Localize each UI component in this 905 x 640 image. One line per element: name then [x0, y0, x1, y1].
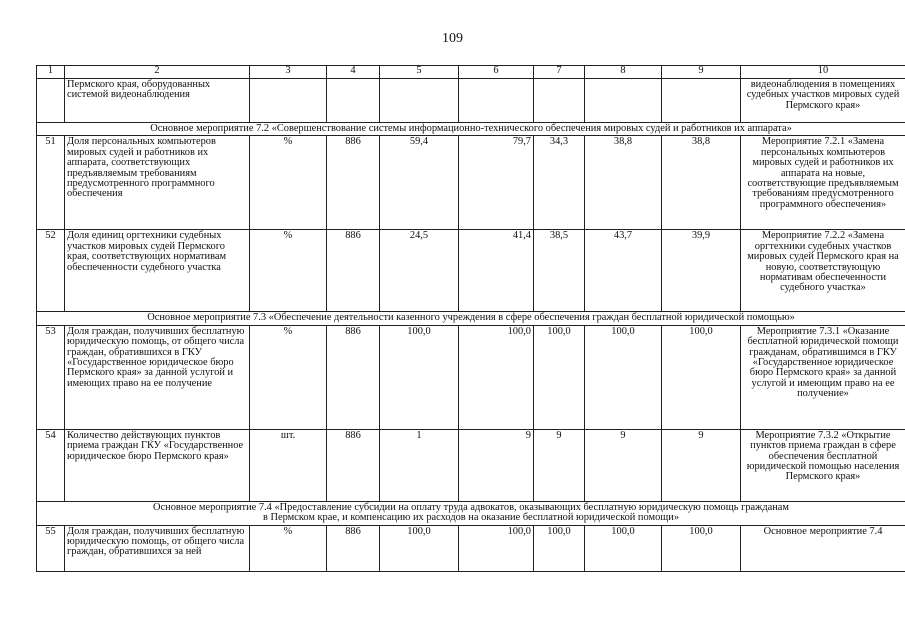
value-cell: 1 [380, 429, 459, 501]
value-cell: 43,7 [585, 230, 662, 312]
value-cell: 100,0 [585, 525, 662, 571]
activity-cell: Основное мероприятие 7.4 [741, 525, 905, 571]
header-row [37, 66, 905, 79]
value-cell: 9 [662, 429, 741, 501]
value-cell: 24,5 [380, 230, 459, 312]
value-cell: 100,0 [380, 525, 459, 571]
header-cell: 3 [250, 66, 327, 79]
indicators-table [36, 65, 905, 572]
row-number-cell: 55 [37, 525, 65, 571]
code-cell: 886 [327, 230, 380, 312]
value-cell: 100,0 [662, 525, 741, 571]
code-cell: 886 [327, 429, 380, 501]
table-row [37, 136, 905, 230]
header-cell: 5 [380, 66, 459, 79]
value-cell: 100,0 [534, 325, 585, 429]
section-title: Основное мероприятие 7.2 «Совершенствование системы информационно-технического обеспечения мировых судей и работников их аппарата» [37, 123, 905, 136]
indicator-name-cell: Доля единиц оргтехники судебных участков мировых судей Пермского края, соответствующих нормативам обеспеченности судебного участка [65, 230, 250, 312]
value-cell: 100,0 [585, 325, 662, 429]
header-cell: 2 [65, 66, 250, 79]
value-cell: 9 [459, 429, 534, 501]
header-cell: 9 [662, 66, 741, 79]
value-cell: 100,0 [459, 325, 534, 429]
value-cell: 9 [585, 429, 662, 501]
indicator-name-cell: Доля граждан, получивших бесплатную юридическую помощь, от общего числа граждан, обратившихся в ГКУ «Государственное юридическое бюро Пермского края» за данной услугой и имеющих право на ее получение [65, 325, 250, 429]
value-cell: 9 [534, 429, 585, 501]
indicator-name-cell: Пермского края, оборудованных системой видеонаблюдения [65, 79, 250, 123]
code-cell: 886 [327, 525, 380, 571]
table-row [37, 79, 905, 123]
unit-cell [250, 79, 327, 123]
code-cell [327, 79, 380, 123]
section-title [37, 501, 905, 525]
activity-cell: видеонаблюдения в помещениях судебных участков мировых судей Пермского края» [741, 79, 905, 123]
value-cell: 59,4 [380, 136, 459, 230]
indicator-name-cell: Количество действующих пунктов приема граждан ГКУ «Государственное юридическое бюро Пермского края» [65, 429, 250, 501]
row-number-cell [37, 79, 65, 123]
section-row [37, 123, 905, 136]
section-row [37, 312, 905, 325]
section-row [37, 501, 905, 525]
header-cell: 7 [534, 66, 585, 79]
value-cell: 34,3 [534, 136, 585, 230]
section-title-line: Основное мероприятие 7.4 «Предоставление субсидии на оплату труда адвокатов, оказывающих бесплатную юридическую помощь гражданам [153, 501, 789, 513]
activity-cell: Мероприятие 7.2.2 «Замена оргтехники судебных участков мировых судей Пермского края на новую, соответствующую нормативам обеспеченности судебного участка» [741, 230, 905, 312]
section-title-line: в Пермском крае, и компенсацию их расходов на оказание бесплатной юридической помощи» [262, 512, 680, 524]
value-cell: 38,8 [585, 136, 662, 230]
activity-cell: Мероприятие 7.3.1 «Оказание бесплатной юридической помощи гражданам, обратившимся в ГКУ «Государственное юридическое бюро Пермского края» за данной услугой и имеющим право на ее получение» [741, 325, 905, 429]
unit-cell: шт. [250, 429, 327, 501]
value-cell: 100,0 [459, 525, 534, 571]
unit-cell: % [250, 525, 327, 571]
table-row [37, 525, 905, 571]
unit-cell: % [250, 325, 327, 429]
row-number-cell: 53 [37, 325, 65, 429]
value-cell: 100,0 [534, 525, 585, 571]
row-number-cell: 51 [37, 136, 65, 230]
value-cell: 39,9 [662, 230, 741, 312]
table-row [37, 325, 905, 429]
table-row [37, 429, 905, 501]
activity-cell: Мероприятие 7.3.2 «Открытие пунктов приема граждан в сфере обеспечения бесплатной юридической помощью населения Пермского края» [741, 429, 905, 501]
value-cell: 38,8 [662, 136, 741, 230]
unit-cell: % [250, 136, 327, 230]
header-cell: 6 [459, 66, 534, 79]
value-cell [380, 79, 459, 123]
indicator-name-cell: Доля персональных компьютеров мировых судей и работников их аппарата, соответствующих предъявляемым требованиям предусмотренного программного обеспечения [65, 136, 250, 230]
value-cell: 38,5 [534, 230, 585, 312]
unit-cell: % [250, 230, 327, 312]
table-row [37, 230, 905, 312]
value-cell: 100,0 [662, 325, 741, 429]
page-number: 109 [442, 31, 463, 46]
value-cell: 79,7 [459, 136, 534, 230]
header-cell: 10 [741, 66, 905, 79]
value-cell: 100,0 [380, 325, 459, 429]
value-cell: 41,4 [459, 230, 534, 312]
value-cell [459, 79, 534, 123]
value-cell [662, 79, 741, 123]
indicator-name-cell: Доля граждан, получивших бесплатную юридическую помощь, от общего числа граждан, обратившихся за ней [65, 525, 250, 571]
header-cell: 1 [37, 66, 65, 79]
value-cell [534, 79, 585, 123]
header-cell: 8 [585, 66, 662, 79]
activity-cell: Мероприятие 7.2.1 «Замена персональных компьютеров мировых судей и работников их аппарата на новые, соответствующие предъявляемым требованиям предусмотренного программного обеспечения» [741, 136, 905, 230]
section-title: Основное мероприятие 7.3 «Обеспечение деятельности казенного учреждения в сфере обеспечения граждан бесплатной юридической помощью» [37, 312, 905, 325]
row-number-cell: 52 [37, 230, 65, 312]
code-cell: 886 [327, 136, 380, 230]
header-cell: 4 [327, 66, 380, 79]
code-cell: 886 [327, 325, 380, 429]
row-number-cell: 54 [37, 429, 65, 501]
value-cell [585, 79, 662, 123]
